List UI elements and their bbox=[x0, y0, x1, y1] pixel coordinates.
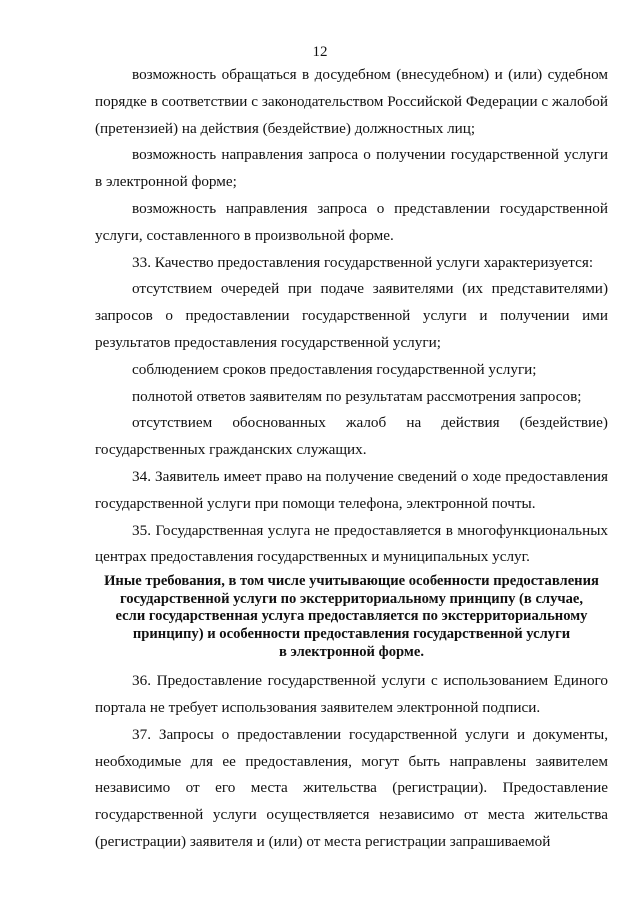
paragraph-clause-35: 35. Государственная услуга не предоставляется в многофункциональных центрах предоставления государственных и муниципальных услуг. bbox=[95, 521, 608, 566]
heading-line: государственной услуги по экстерриториальному принципу (в случае, bbox=[119, 590, 584, 607]
document-body bbox=[95, 62, 608, 856]
paragraph-appeal-right: возможность обращаться в досудебном (внесудебном) и (или) судебном порядке в соответствии с законодательством Российской Федерации с жалобой (претензией) на действия (бездействие) должностных лиц; bbox=[95, 66, 608, 137]
heading-line: в электронной форме. bbox=[279, 643, 424, 660]
paragraph-deadlines: соблюдением сроков предоставления государственной услуги; bbox=[132, 360, 537, 378]
heading-line: если государственная услуга предоставляется по экстерриториальному bbox=[115, 608, 588, 625]
page-number: 12 bbox=[312, 44, 328, 60]
paragraph-electronic-request: возможность направления запроса о получении государственной услуги в электронной форме; bbox=[95, 146, 608, 191]
paragraph-clause-36: 36. Предоставление государственной услуги с использованием Единого портала не требует использования заявителем электронной подписи. bbox=[95, 672, 608, 716]
heading-line: принципу) и особенности предоставления государственной услуги bbox=[132, 625, 571, 642]
paragraph-clause-37: 37. Запросы о предоставлении государственной услуги и документы, необходимые для ее предоставления, могут быть направлены заявителем независимо от его места жительства (регистрации). Предоставление государственной услуги осуществляется независимо от места жительства (регистрации) заявителя и (или) от места регистрации запрашиваемой bbox=[95, 725, 608, 850]
paragraph-clause-33: 33. Качество предоставления государственной услуги характеризуется: bbox=[132, 253, 594, 271]
paragraph-no-queues: отсутствием очередей при подаче заявителями (их представителями) запросов о предоставлении государственной услуги и получении ими результатов предоставления государственной услуги; bbox=[95, 280, 608, 351]
paragraph-clause-34: 34. Заявитель имеет право на получение сведений о ходе предоставления государственной услуги при помощи телефона, электронной почты. bbox=[95, 467, 608, 512]
section-heading bbox=[95, 573, 608, 661]
heading-line: Иные требования, в том числе учитывающие особенности предоставления bbox=[104, 573, 599, 590]
paragraph-no-complaints: отсутствием обоснованных жалоб на действия (бездействие) государственных гражданских служащих. bbox=[95, 414, 608, 459]
paragraph-free-form-request: возможность направления запроса о представлении государственной услуги, составленного в произвольной форме. bbox=[95, 199, 608, 244]
paragraph-complete-answers: полнотой ответов заявителям по результатам рассмотрения запросов; bbox=[132, 387, 582, 405]
